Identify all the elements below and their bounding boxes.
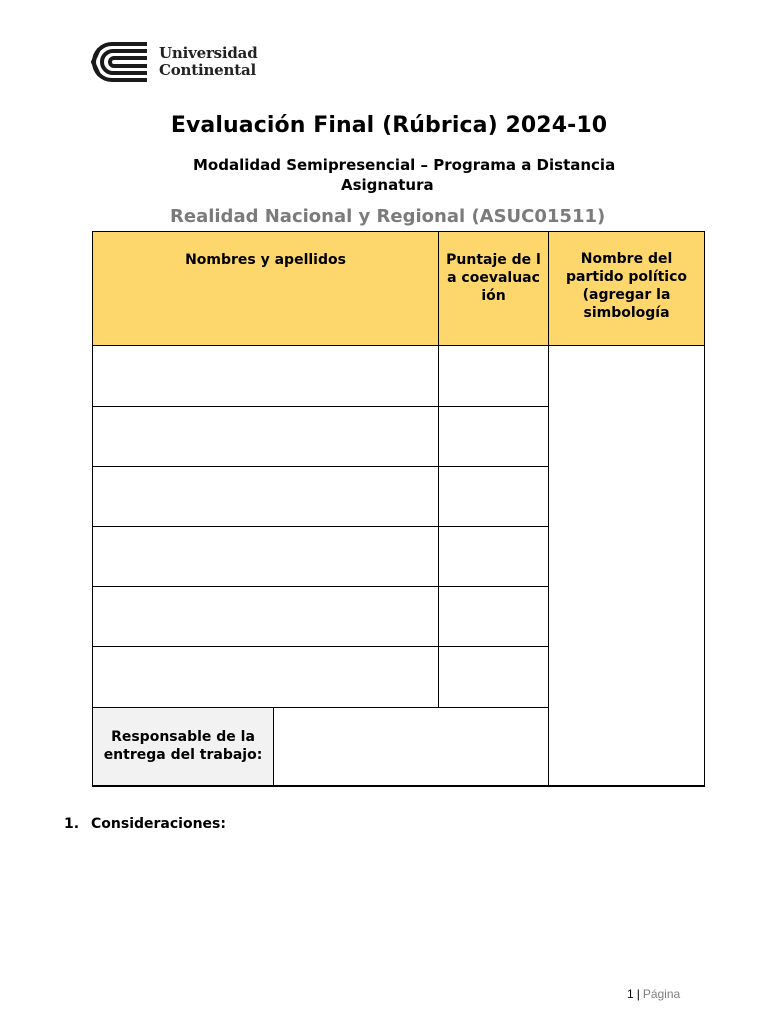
name-cell[interactable] bbox=[93, 346, 439, 406]
header-names bbox=[93, 232, 439, 346]
name-cell[interactable] bbox=[93, 587, 439, 647]
modality-line: Modalidad Semipresencial – Programa a Distancia bbox=[193, 156, 616, 174]
section-heading bbox=[64, 816, 226, 832]
score-cell[interactable] bbox=[439, 406, 549, 466]
header-party bbox=[549, 232, 705, 346]
section-number: 1. bbox=[64, 816, 80, 832]
header-score bbox=[439, 232, 549, 346]
name-cell[interactable] bbox=[93, 406, 439, 466]
score-cell[interactable] bbox=[439, 527, 549, 587]
course-name: Realidad Nacional y Regional (ASUC01511) bbox=[170, 206, 606, 227]
name-cell[interactable] bbox=[93, 527, 439, 587]
logo-line-1: Universidad bbox=[159, 44, 258, 62]
team-table bbox=[92, 231, 705, 787]
header-names-label: Nombres y apellidos bbox=[185, 252, 346, 268]
logo-wordmark bbox=[159, 45, 258, 79]
page-footer bbox=[627, 987, 680, 1001]
score-cell[interactable] bbox=[439, 587, 549, 647]
footer-separator: | bbox=[636, 987, 640, 1001]
subject-label: Asignatura bbox=[341, 176, 434, 194]
score-cell[interactable] bbox=[439, 647, 549, 707]
party-cell[interactable] bbox=[549, 346, 705, 786]
header-score-label: Puntaje de la coevaluación bbox=[446, 252, 541, 304]
name-cell[interactable] bbox=[93, 647, 439, 707]
page-label: Página bbox=[642, 987, 681, 1001]
page-number: 1 bbox=[627, 987, 634, 1001]
header-party-label: Nombre del partido político (agregar la simbología bbox=[566, 251, 688, 321]
continental-logo-icon bbox=[91, 41, 149, 83]
university-logo bbox=[91, 41, 258, 83]
table-row bbox=[93, 346, 705, 406]
score-cell[interactable] bbox=[439, 466, 549, 526]
document-title: Evaluación Final (Rúbrica) 2024-10 bbox=[170, 113, 608, 138]
name-cell[interactable] bbox=[93, 466, 439, 526]
section-label: Consideraciones: bbox=[91, 816, 226, 832]
responsible-value[interactable] bbox=[274, 707, 549, 786]
responsible-label: Responsable de la entrega del trabajo: bbox=[93, 707, 274, 786]
logo-line-2: Continental bbox=[159, 61, 256, 79]
score-cell[interactable] bbox=[439, 346, 549, 406]
